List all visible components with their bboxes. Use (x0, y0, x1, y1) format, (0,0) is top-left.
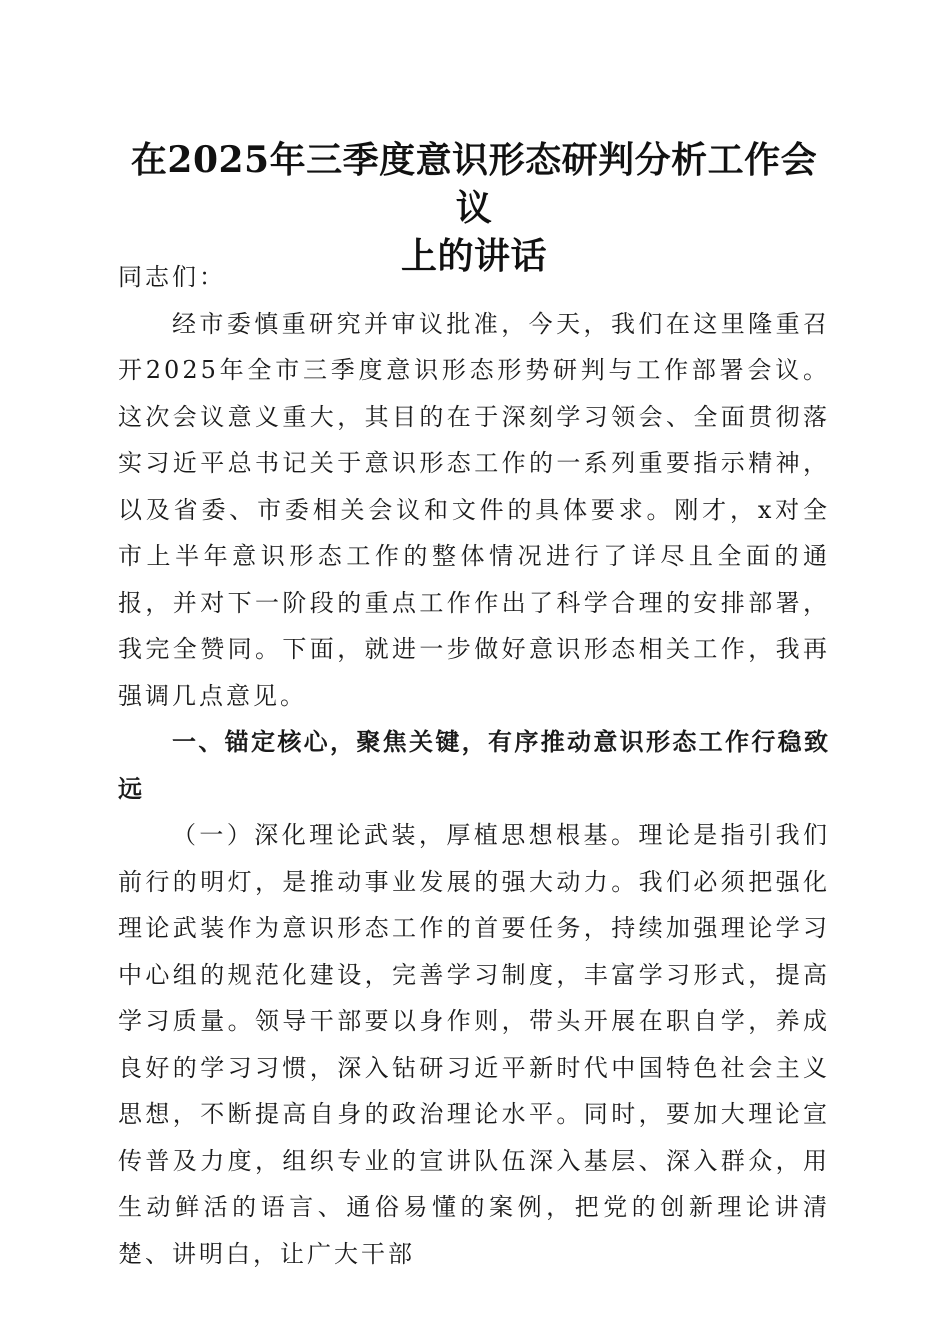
subsection-1-1-paragraph: （一）深化理论武装，厚植思想根基。理论是指引我们前行的明灯，是推动事业发展的强大动力。我们必须把强化理论武装作为意识形态工作的首要任务，持续加强理论学习中心组的规范化建设，完善学习制度，丰富学习形式，提高学习质量。领导干部要以身作则，带头开展在职自学，养成良好的学习习惯，深入钻研习近平新时代中国特色社会主义思想，不断提高自身的政治理论水平。同时，要加大理论宣传普及力度，组织专业的宣讲队伍深入基层、深入群众，用生动鲜活的语言、通俗易懂的案例，把党的创新理论讲清楚、讲明白，让广大干部 (118, 821, 830, 1268)
title-line-1: 在2025年三季度意识形态研判分析工作会议 (130, 139, 818, 229)
salutation: 同志们： (118, 263, 226, 291)
title-line-2: 上的讲话 (400, 235, 547, 277)
section-1-heading: 一、锚定核心，聚焦关键，有序推动意识形态工作行稳致远 (118, 728, 830, 803)
intro-paragraph: 经市委慎重研究并审议批准，今天，我们在这里隆重召开2025年全市三季度意识形态形势研判与工作部署会议。这次会议意义重大，其目的在于深刻学习领会、全面贯彻落实习近平总书记关于意识形态工作的一系列重要指示精神，以及省委、市委相关会议和文件的具体要求。刚才，x对全市上半年意识形态工作的整体情况进行了详尽且全面的通报，并对下一阶段的重点工作作出了科学合理的安排部署，我完全赞同。下面，就进一步做好意识形态相关工作，我再强调几点意见。 (118, 309, 830, 710)
document-body (118, 254, 830, 1277)
